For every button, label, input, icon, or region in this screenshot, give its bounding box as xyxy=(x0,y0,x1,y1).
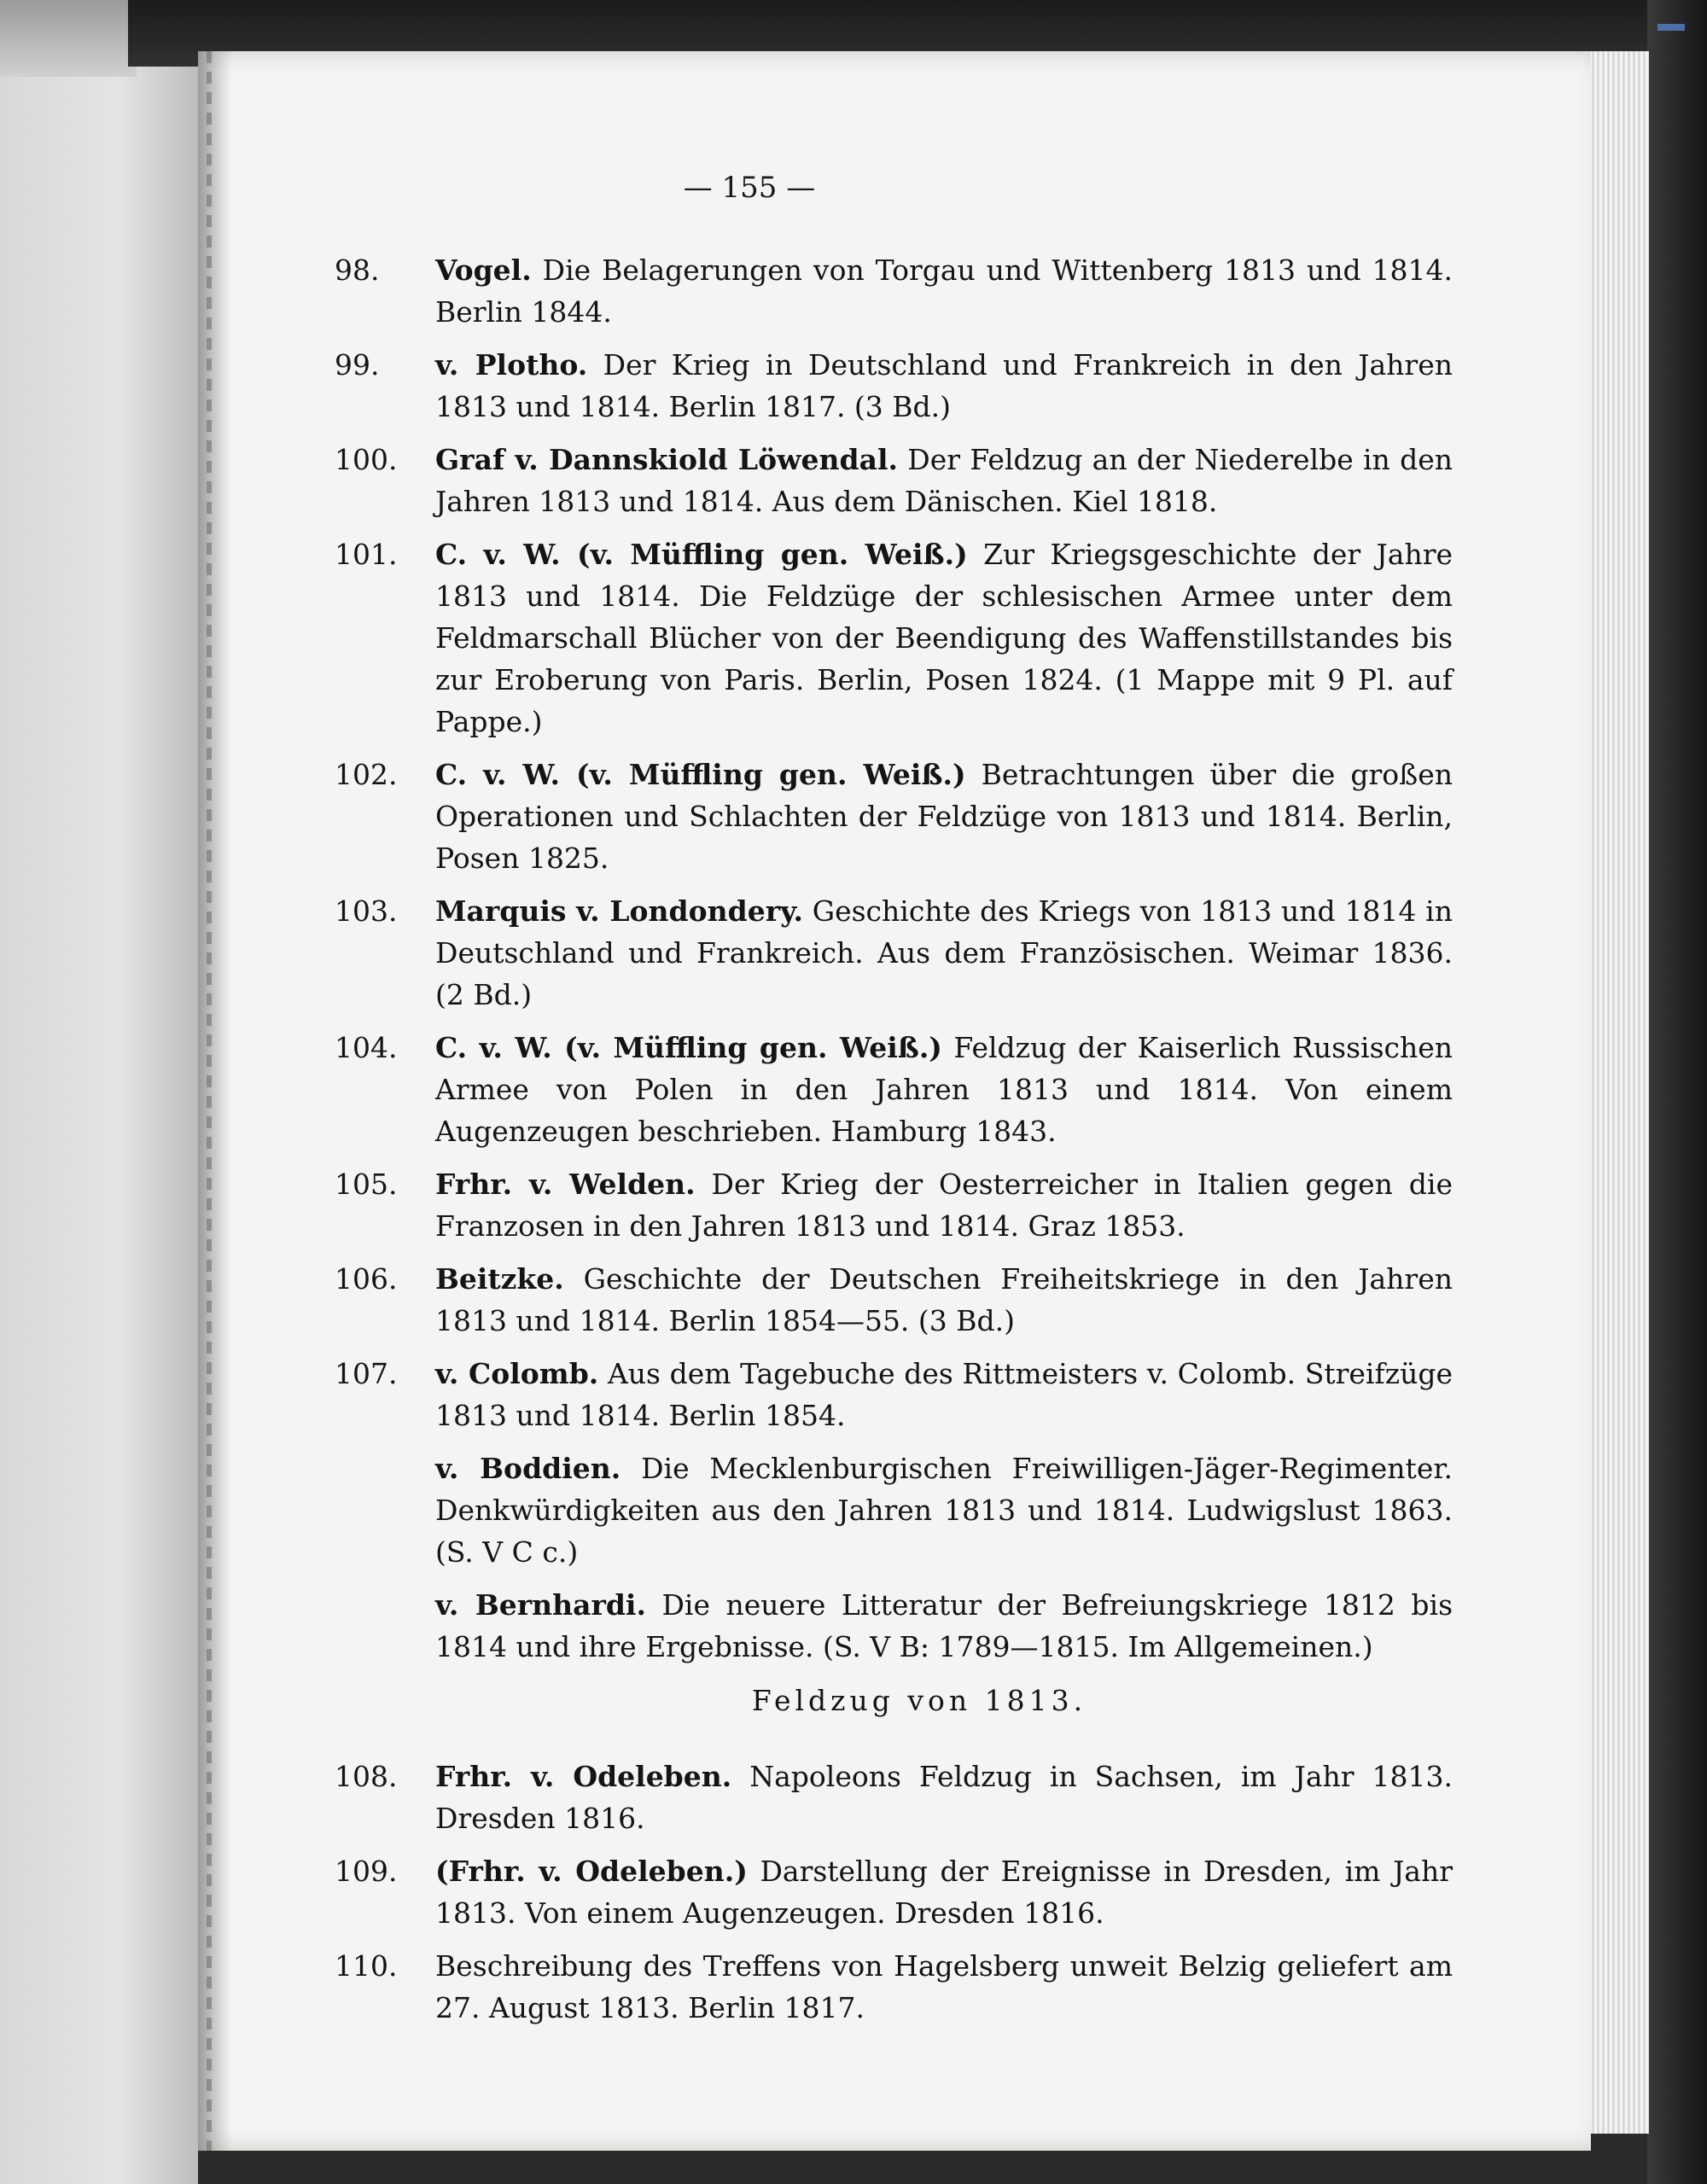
entry-text: Zur Kriegsgeschichte der Jahre 1813 und 1814. Die Feldzüge der schlesischen Armee unter dem Feldmarschall Blücher von der Beendigung des Waffenstillstandes bis zur Eroberung von Paris. Berlin, Posen 1824. (1 Mappe mit 9 Pl. auf Pappe.) xyxy=(435,538,1454,738)
bibliography-entry xyxy=(335,1258,1453,1342)
entry-number: 104. xyxy=(335,1031,398,1064)
bibliography-entry xyxy=(335,1163,1453,1247)
binding-stitch xyxy=(207,51,212,2151)
entry-author: v. Boddien. xyxy=(435,1452,621,1485)
entry-text: Geschichte des Kriegs von 1813 und 1814 in Deutschland und Frankreich. Aus dem Französischen. Weimar 1836. (2 Bd.) xyxy=(435,894,1453,1011)
entry-number: 101. xyxy=(335,538,398,571)
entry-number: 99. xyxy=(335,348,380,381)
entry-number: 98. xyxy=(335,253,380,287)
entry-text: Der Krieg der Oesterreicher in Italien gegen die Franzosen in den Jahren 1813 und 1814. Graz 1853. xyxy=(435,1168,1453,1243)
entry-number: 103. xyxy=(335,894,398,928)
entry-author: Marquis v. Londondery. xyxy=(435,894,803,928)
bibliography-entry xyxy=(335,344,1453,428)
entry-author: C. v. W. (v. Müffling gen. Weiß.) xyxy=(435,758,966,791)
section-heading: Feldzug von 1813. xyxy=(751,1684,1087,1717)
bibliography-entry xyxy=(335,1584,1453,1668)
bibliography-entry xyxy=(335,1027,1453,1152)
entry-author: Frhr. v. Welden. xyxy=(435,1168,696,1201)
entry-author: v. Colomb. xyxy=(435,1357,599,1390)
entry-number: 110. xyxy=(335,1949,398,1983)
entry-number: 106. xyxy=(335,1262,398,1296)
book-page xyxy=(198,51,1591,2151)
entry-author: Vogel. xyxy=(435,253,532,287)
entry-author: (Frhr. v. Odeleben.) xyxy=(435,1855,748,1888)
entry-number: 108. xyxy=(335,1760,398,1793)
bibliography-entry xyxy=(335,533,1453,743)
bibliography-entry xyxy=(335,1945,1453,2029)
entry-author: C. v. W. (v. Müffling gen. Weiß.) xyxy=(435,1031,942,1064)
entry-number: 100. xyxy=(335,443,398,476)
entry-number: 109. xyxy=(335,1855,398,1888)
entry-text: Geschichte der Deutschen Freiheitskriege in den Jahren 1813 und 1814. Berlin 1854—55. (3 Bd.) xyxy=(435,1262,1453,1337)
bibliography-entry xyxy=(335,1756,1453,1839)
bibliography-entry xyxy=(335,439,1453,522)
entry-author: v. Plotho. xyxy=(435,348,588,381)
bibliography-entry xyxy=(335,1850,1453,1934)
bibliography-entry xyxy=(335,1353,1453,1436)
entry-author: Beitzke. xyxy=(435,1262,564,1296)
entry-text: Beschreibung des Treffens von Hagelsberg unweit Belzig geliefert am 27. August 1813. Berlin 1817. xyxy=(435,1949,1453,2024)
entry-author: v. Bernhardi. xyxy=(435,1588,646,1622)
entry-author: Frhr. v. Odeleben. xyxy=(435,1760,732,1793)
entry-text: Betrachtungen über die großen Operationen und Schlachten der Feldzüge von 1813 und 1814. Berlin, Posen 1825. xyxy=(435,758,1453,875)
facing-page-left xyxy=(0,51,198,2184)
gutter-shadow xyxy=(198,51,232,2151)
page-edge-stack xyxy=(1589,51,1649,2134)
entry-text: Der Krieg in Deutschland und Frankreich in den Jahren 1813 und 1814. Berlin 1817. (3 Bd.) xyxy=(435,348,1453,423)
entry-number: 102. xyxy=(335,758,398,791)
facing-page-corner xyxy=(0,0,137,77)
entry-number: 107. xyxy=(335,1357,398,1390)
entry-text: Die neuere Litteratur der Befreiungskriege 1812 bis 1814 und ihre Ergebnisse. (S. V B: 1789—1815. Im Allgemeinen.) xyxy=(435,1588,1454,1663)
page-number: — 155 — xyxy=(683,171,816,205)
bibliography-entry xyxy=(335,1447,1453,1573)
entry-author: C. v. W. (v. Müffling gen. Weiß.) xyxy=(435,538,968,571)
bibliography-entry xyxy=(335,754,1453,879)
book-cover-right xyxy=(1647,0,1707,2184)
bibliography-entry xyxy=(335,249,1453,333)
entry-text: Aus dem Tagebuche des Rittmeisters v. Colomb. Streifzüge 1813 und 1814. Berlin 1854. xyxy=(435,1357,1453,1432)
entry-text: Napoleons Feldzug in Sachsen, im Jahr 1813. Dresden 1816. xyxy=(435,1760,1454,1835)
entry-text: Die Belagerungen von Torgau und Wittenberg 1813 und 1814. Berlin 1844. xyxy=(435,253,1453,329)
entry-text: Der Feldzug an der Niederelbe in den Jahren 1813 und 1814. Aus dem Dänischen. Kiel 1818. xyxy=(435,443,1453,518)
entry-text: Die Mecklenburgischen Freiwilligen-Jäger-Regimenter. Denkwürdigkeiten aus den Jahren 1813 und 1814. Ludwigslust 1863. (S. V C c.) xyxy=(435,1452,1453,1569)
bibliography-list xyxy=(335,249,1453,2040)
scan-color-chip xyxy=(1657,24,1685,31)
entry-text: Feldzug der Kaiserlich Russischen Armee von Polen in den Jahren 1813 und 1814. Von einem Augenzeugen beschrieben. Hamburg 1843. xyxy=(435,1031,1454,1148)
bibliography-entry xyxy=(335,890,1453,1016)
entry-number: 105. xyxy=(335,1168,398,1201)
entry-text: Darstellung der Ereignisse in Dresden, im Jahr 1813. Von einem Augenzeugen. Dresden 1816. xyxy=(435,1855,1453,1930)
entry-author: Graf v. Dannskiold Löwendal. xyxy=(435,443,899,476)
